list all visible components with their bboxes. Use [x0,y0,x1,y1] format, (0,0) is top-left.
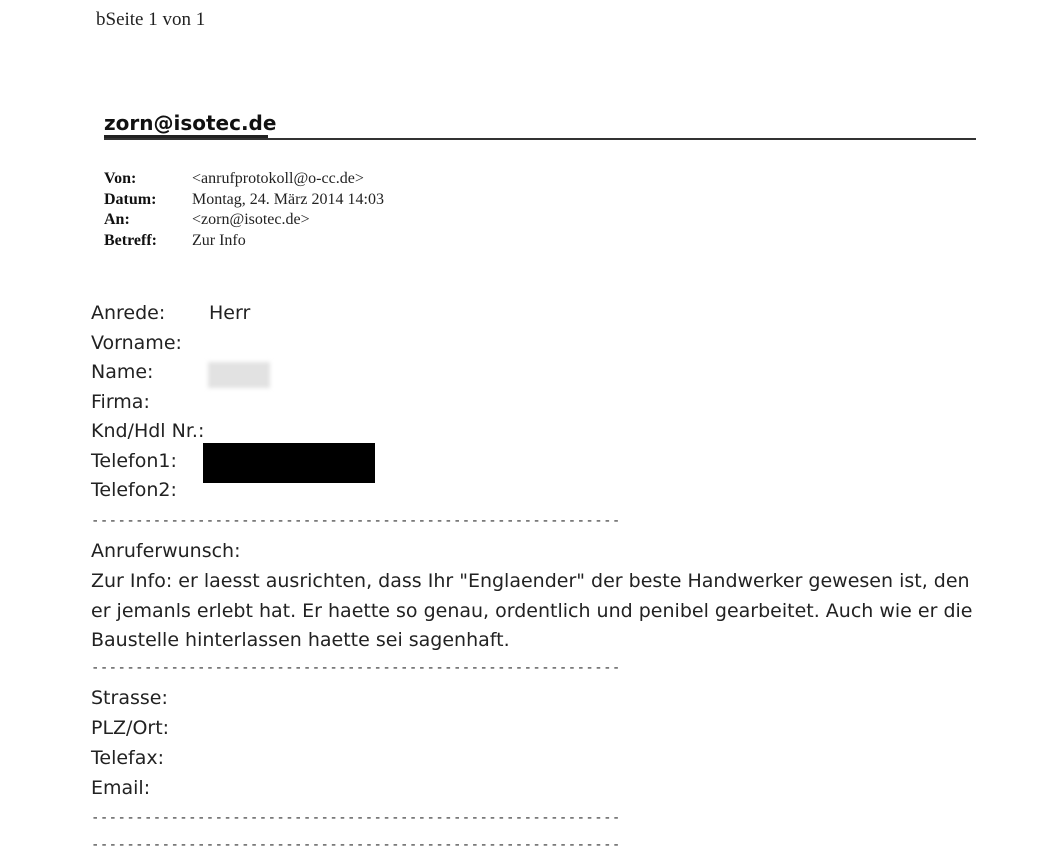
meta-row-betreff [104,231,384,252]
meta-value: <zorn@isotec.de> [192,211,310,228]
page-header: bSeite 1 von 1 [96,9,206,30]
request-line: Baustelle hinterlassen haette sei sagenhaft. [91,629,510,651]
field-label: Telefax: [91,747,165,769]
separator-line: ------------------------------------------------------------ [91,810,621,826]
field-plz-ort [91,717,169,739]
meta-row-datum [104,190,384,211]
field-label: Name: [91,361,154,383]
meta-row-von [104,169,384,190]
meta-key: Datum: [104,190,157,208]
field-telefon2 [91,479,177,501]
field-knd-hdl-nr [91,420,204,442]
meta-key: An: [104,211,130,228]
separator-line: ------------------------------------------------------------ [91,660,621,676]
meta-key: Betreff: [104,231,157,249]
field-telefon1 [91,450,177,472]
request-line: er jemanls erlebt hat. Er haette so genau, ordentlich und penibel gearbeitet. Auch wie er die [91,599,973,622]
mail-title: zorn@isotec.de [104,111,277,135]
meta-key: Von: [104,170,137,187]
redacted-name-blur [208,362,270,388]
field-vorname [91,332,182,354]
mail-meta [104,169,384,251]
meta-value: Montag, 24. März 2014 14:03 [192,190,384,208]
field-label: Knd/Hdl Nr.: [91,420,205,442]
field-label: PLZ/Ort: [91,717,170,739]
field-value: Herr [209,302,251,324]
field-anrede [91,302,251,324]
field-label: Telefon2: [91,479,177,501]
field-email [91,777,150,799]
field-firma [91,391,150,413]
title-rule [104,138,976,140]
meta-value: <anrufprotokoll@o-cc.de> [192,170,364,187]
field-label: Telefon1: [91,450,177,472]
field-strasse [91,687,168,709]
request-line: Zur Info: er laesst ausrichten, dass Ihr "Englaender" der beste Handwerker gewesen ist, den [91,570,970,592]
field-name [91,361,153,383]
field-telefax [91,747,164,769]
field-label: Vorname: [91,332,182,354]
redacted-phone-bar [203,443,375,483]
field-label: Firma: [91,391,150,413]
request-text [91,567,991,656]
field-label: Email: [91,777,151,799]
separator-line: ------------------------------------------------------------ [91,513,621,529]
request-label: Anruferwunsch: [91,540,241,562]
meta-value: Zur Info [192,231,246,249]
field-label: Strasse: [91,687,168,709]
field-label: Anrede: [91,302,166,324]
separator-line: ------------------------------------------------------------ [91,837,621,853]
meta-row-an [104,210,384,231]
